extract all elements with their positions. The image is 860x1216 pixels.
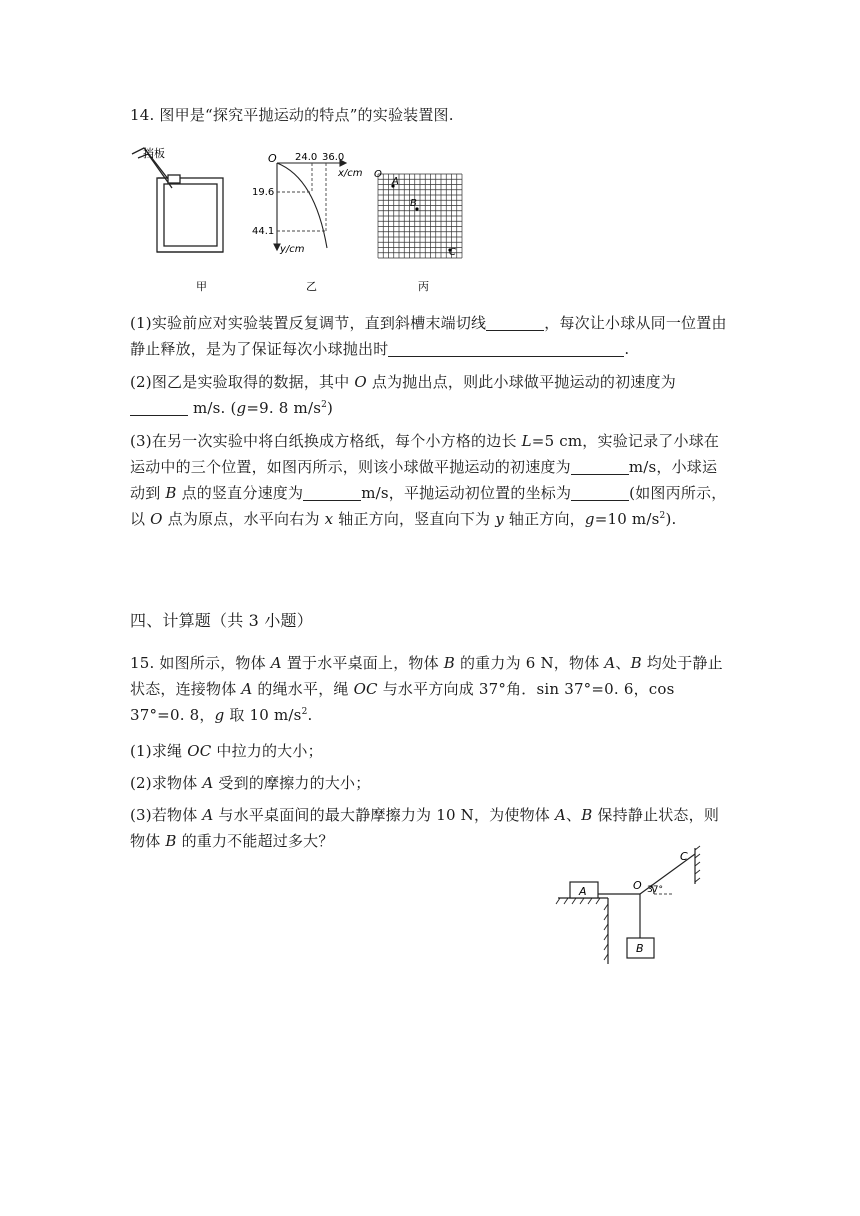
- grid-origin-o: O: [374, 169, 382, 180]
- baffle-label: 挡板: [143, 147, 165, 160]
- q15-part1: (1)求绳 OC 中拉力的大小；: [130, 742, 323, 760]
- x-tick-24: 24.0: [295, 152, 318, 163]
- q15-part2: (2)求物体 A 受到的摩擦力的大小；: [130, 774, 371, 792]
- label-a: A: [579, 885, 587, 898]
- section-heading: 四、计算题（共 3 小题）: [130, 611, 313, 630]
- q15-stem: 15. 如图所示，物体 A 置于水平桌面上，物体 B 的重力为 6 N，物体 A、B 均处于静止状态，连接物体 A 的绳水平，绳 OC 与水平方向成 37°角．sin 37°=0. 6，cos 37°=0. 8，g 取 10 $m/s^2$.: [130, 654, 723, 724]
- figure-bing: [370, 166, 470, 294]
- point-c: C: [449, 247, 456, 258]
- y-tick-44-1: 44.1: [252, 226, 275, 237]
- caption-bing: 丙: [418, 280, 429, 293]
- angle-label: 37°: [647, 885, 663, 895]
- q14-part1: (1)实验前应对实验装置反复调节，直到斜槽末端切线 ，每次让小球从同一位置由静止释放，是为了保证每次小球抛出时 .: [130, 314, 727, 358]
- label-c: C: [680, 850, 688, 863]
- x-axis-label: x/cm: [338, 168, 363, 179]
- point-a: A: [392, 176, 399, 187]
- answer-blank-1[interactable]: [486, 314, 544, 331]
- figure-jia: [128, 144, 238, 294]
- y-axis-label: y/cm: [280, 244, 305, 255]
- answer-blank-6[interactable]: [571, 484, 629, 501]
- q15-part3: (3)若物体 A 与水平桌面间的最大静摩擦力为 10 N，为使物体 A、B 保持静止状态，则物体 B 的重力不能超过多大？: [130, 806, 720, 850]
- y-tick-19-6: 19.6: [252, 187, 275, 198]
- caption-yi: 乙: [306, 280, 317, 293]
- trajectory-curve: [277, 163, 327, 248]
- figure-q15: [550, 840, 710, 970]
- label-b: B: [636, 942, 644, 955]
- q14-part3: (3)在另一次实验中将白纸换成方格纸，每个小方格的边长 L=5 cm，实验记录了小球在运动中的三个位置，如图丙所示，则该小球做平抛运动的初速度为 m/s，小球运动到 B 点的竖直分速度为 m/s，平抛运动初位置的坐标为 (如图丙所示，以 O 点为原点，水平向右为 x 轴正方向，竖直向下为 y 轴正方向，g=10 $m/s^2$).: [130, 432, 727, 528]
- label-o: O: [633, 879, 642, 892]
- caption-jia: 甲: [196, 280, 207, 293]
- board-outer: [157, 178, 223, 252]
- point-b: B: [410, 198, 417, 209]
- q14-title: 14. 图甲是“探究平抛运动的特点”的实验装置图.: [130, 106, 454, 124]
- answer-blank-4[interactable]: [571, 458, 629, 475]
- q14-part2: (2)图乙是实验取得的数据，其中 O 点为抛出点，则此小球做平抛运动的初速度为 m/s. (g=9. 8 $m/s^2$): [130, 373, 676, 417]
- board-inner: [164, 184, 217, 246]
- x-tick-36: 36.0: [322, 152, 345, 163]
- answer-blank-3[interactable]: [130, 399, 188, 416]
- answer-blank-2[interactable]: [388, 340, 624, 357]
- answer-blank-5[interactable]: [303, 484, 361, 501]
- figure-yi: [250, 148, 375, 294]
- origin-o: O: [268, 152, 277, 165]
